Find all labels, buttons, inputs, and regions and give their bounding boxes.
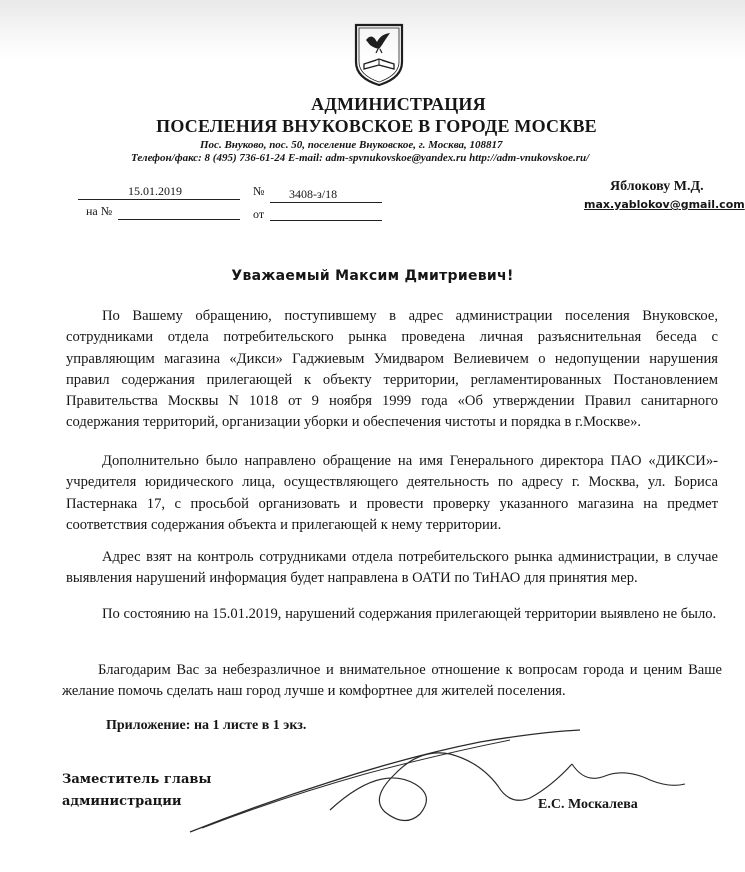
salutation: Уважаемый Максим Дмитриевич! (231, 268, 514, 284)
organization-address: Пос. Внуково, пос. 50, поселение Внуковское, г. Москва, 108817 (200, 139, 503, 151)
attachment-note: Приложение: на 1 листе в 1 экз. (106, 718, 307, 733)
letter-number: 3408-з/18 (289, 187, 338, 201)
recipient-name: Яблокову М.Д. (610, 179, 704, 194)
date-underline (78, 199, 240, 200)
organization-contacts: Телефон/факс: 8 (495) 736-61-24 E-mail: adm-spvnukovskoe@yandex.ru http://adm-vnukovskoe.ru/ (131, 152, 590, 164)
number-underline (270, 202, 382, 203)
body-paragraph-3: Адрес взят на контроль сотрудниками отдела потребительского рынка администрации, в случае выявления нарушений информация будет направлена в ОАТИ по ТиНАО для принятия мер. (66, 549, 718, 587)
organization-subtitle: ПОСЕЛЕНИЯ ВНУКОВСКОЕ В ГОРОДЕ МОСКВЕ (156, 116, 597, 136)
body-paragraph-5: Благодарим Вас за небезразличное и внимательное отношение к вопросам города и ценим Ваше желание помочь сделать наш город лучше и комфортнее для жителей поселения. (62, 662, 722, 700)
signer-title-line-2: администрации (62, 794, 182, 809)
body-paragraph-4: По состоянию на 15.01.2019, нарушений содержания прилегающей территории выявлено не было. (102, 606, 717, 622)
body-paragraph-1: По Вашему обращению, поступившему в адрес администрации поселения Внуковское, сотрудниками отдела потребительского рынка проведена личная разъяснительная беседа с управляющим магазина «Дикси» Гаджиевым Умидваром Велиевичем о недопущении нарушения правил содержания прилегающей к объекту территории, регламентированных Постановлением Правительства Москвы N 1018 от 9 ноября 1999 года «Об утверждении Правил санитарного содержания территорий, организации уборки и обеспечения чистоты и порядка в г.Москве». (66, 308, 718, 431)
handwritten-signature (180, 724, 690, 844)
letter-date: 15.01.2019 (128, 184, 182, 198)
reference-number-underline (118, 219, 240, 220)
reference-date-label: от (253, 207, 265, 221)
organization-title: АДМИНИСТРАЦИЯ (311, 94, 486, 114)
signer-title-line-1: Заместитель главы (62, 772, 212, 787)
reference-date-underline (270, 220, 382, 221)
reference-number-label: на № (86, 204, 113, 218)
number-sign-label: № (253, 184, 265, 198)
body-paragraph-2: Дополнительно было направлено обращение на имя Генерального директора ПАО «ДИКСИ»-учредителя юридического лица, осуществляющего деятельность по адресу г. Москва, ул. Бориса Пастернака 17, с просьбой организовать и провести проверку указанного магазина на предмет соответствия содержания объекта и прилегающей к нему территории. (66, 453, 718, 533)
recipient-email: max.yablokov@gmail.com (584, 198, 745, 211)
signer-name: Е.С. Москалева (538, 797, 638, 812)
coat-of-arms-emblem (352, 22, 406, 88)
